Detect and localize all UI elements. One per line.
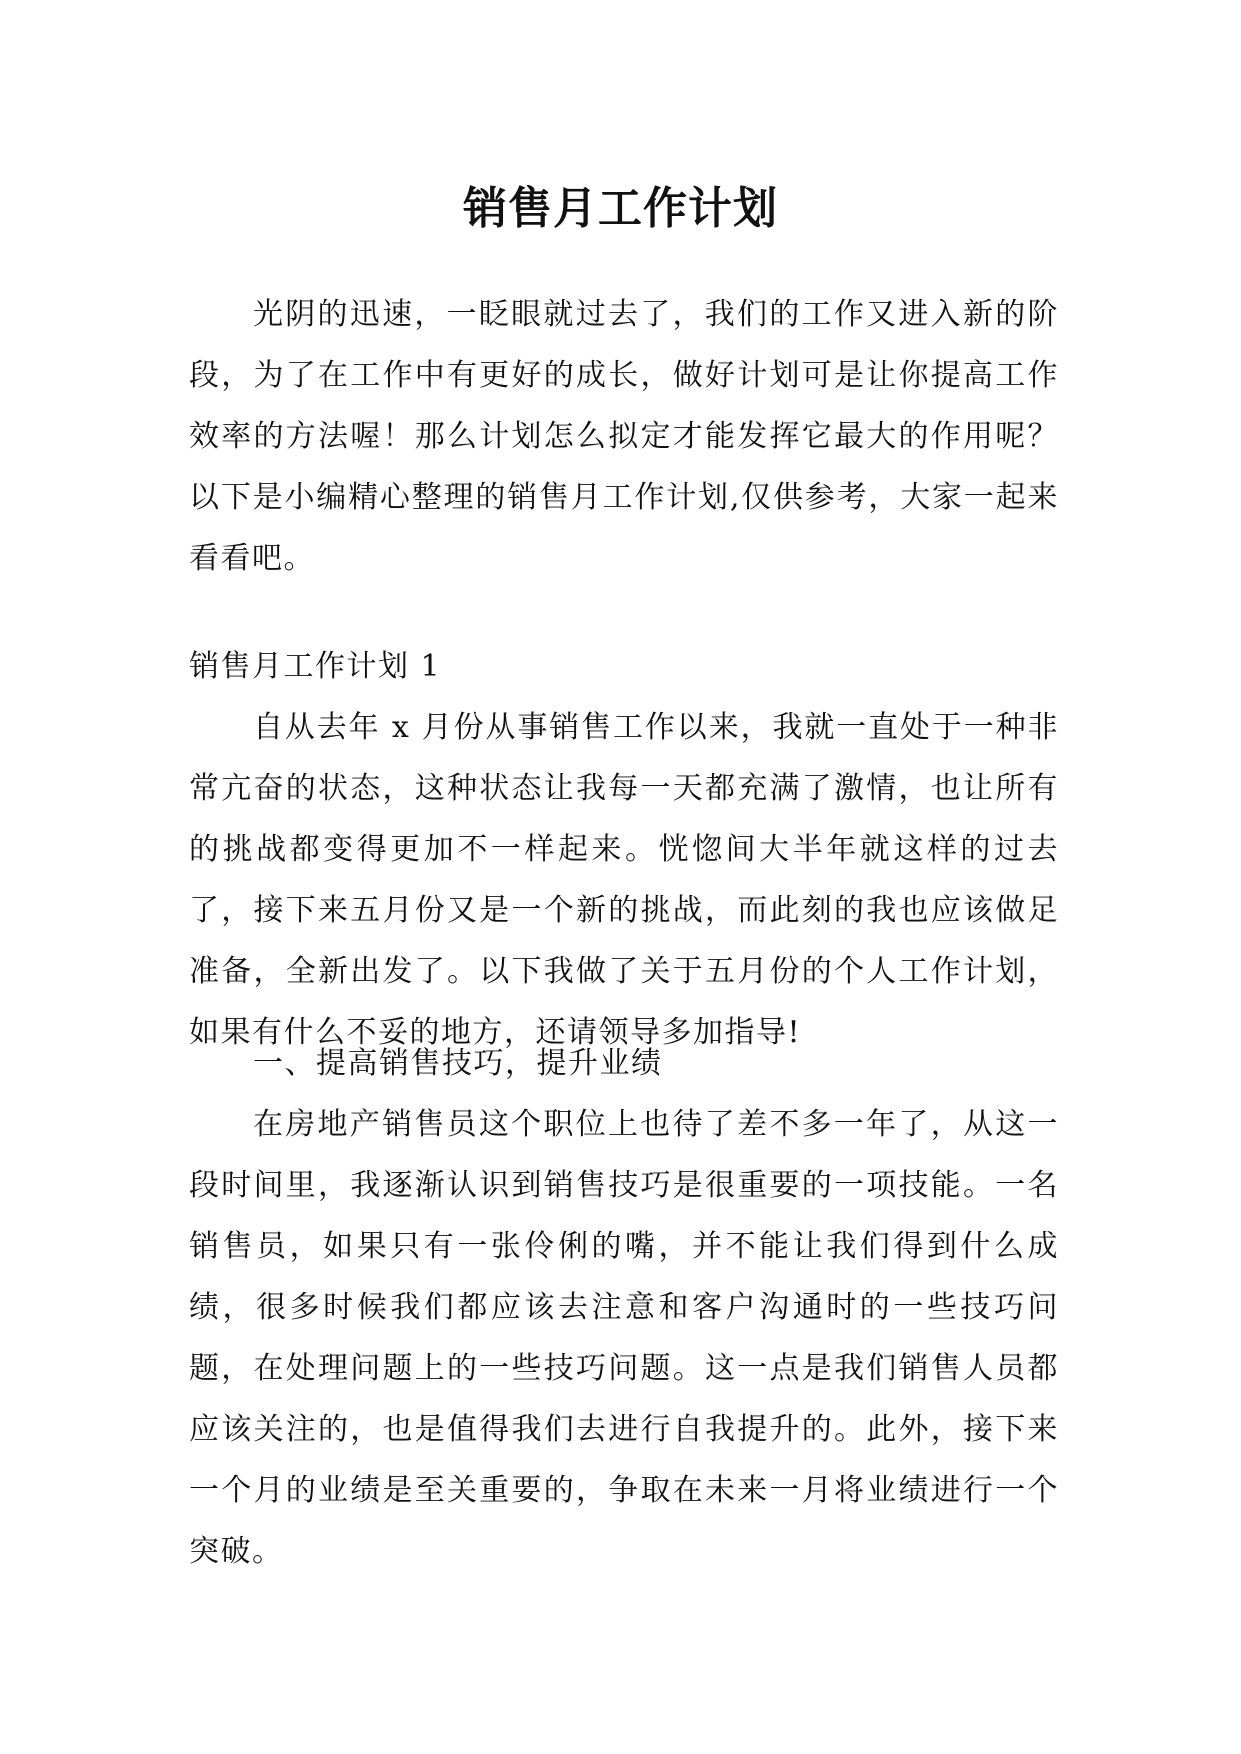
body-paragraph: 在房地产销售员这个职位上也待了差不多一年了，从这一段时间里，我逐渐认识到销售技巧是很重要的一项技能。一名销售员，如果只有一张伶俐的嘴，并不能让我们得到什么成绩，很多时候我们都应该去注意和客户沟通时的一些技巧问题，在处理问题上的一些技巧问题。这一点是我们销售人员都应该关注的，也是值得我们去进行自我提升的。此外，接下来一个月的业绩是至关重要的，争取在未来一月将业绩进行一个突破。 [189,1107,1059,1569]
document-title: 销售月工作计划 [463,183,778,235]
section-heading: 销售月工作计划 1 [189,649,442,684]
subsection-heading: 一、提高销售技巧，提升业绩 [253,1046,663,1081]
intro-paragraph: 光阴的迅速，一眨眼就过去了，我们的工作又进入新的阶段，为了在工作中有更好的成长，做好计划可是让你提高工作效率的方法喔！那么计划怎么拟定才能发挥它最大的作用呢？以下是小编精心整理的销售月工作计划,仅供参考，大家一起来看看吧。 [189,297,1059,576]
body-paragraph: 自从去年 x 月份从事销售工作以来，我就一直处于一种非常亢奋的状态，这种状态让我每一天都充满了激情，也让所有的挑战都变得更加不一样起来。恍惚间大半年就这样的过去了，接下来五月份又是一个新的挑战，而此刻的我也应该做足准备，全新出发了。以下我做了关于五月份的个人工作计划，如果有什么不妥的地方，还请领导多加指导! [189,710,1059,1050]
